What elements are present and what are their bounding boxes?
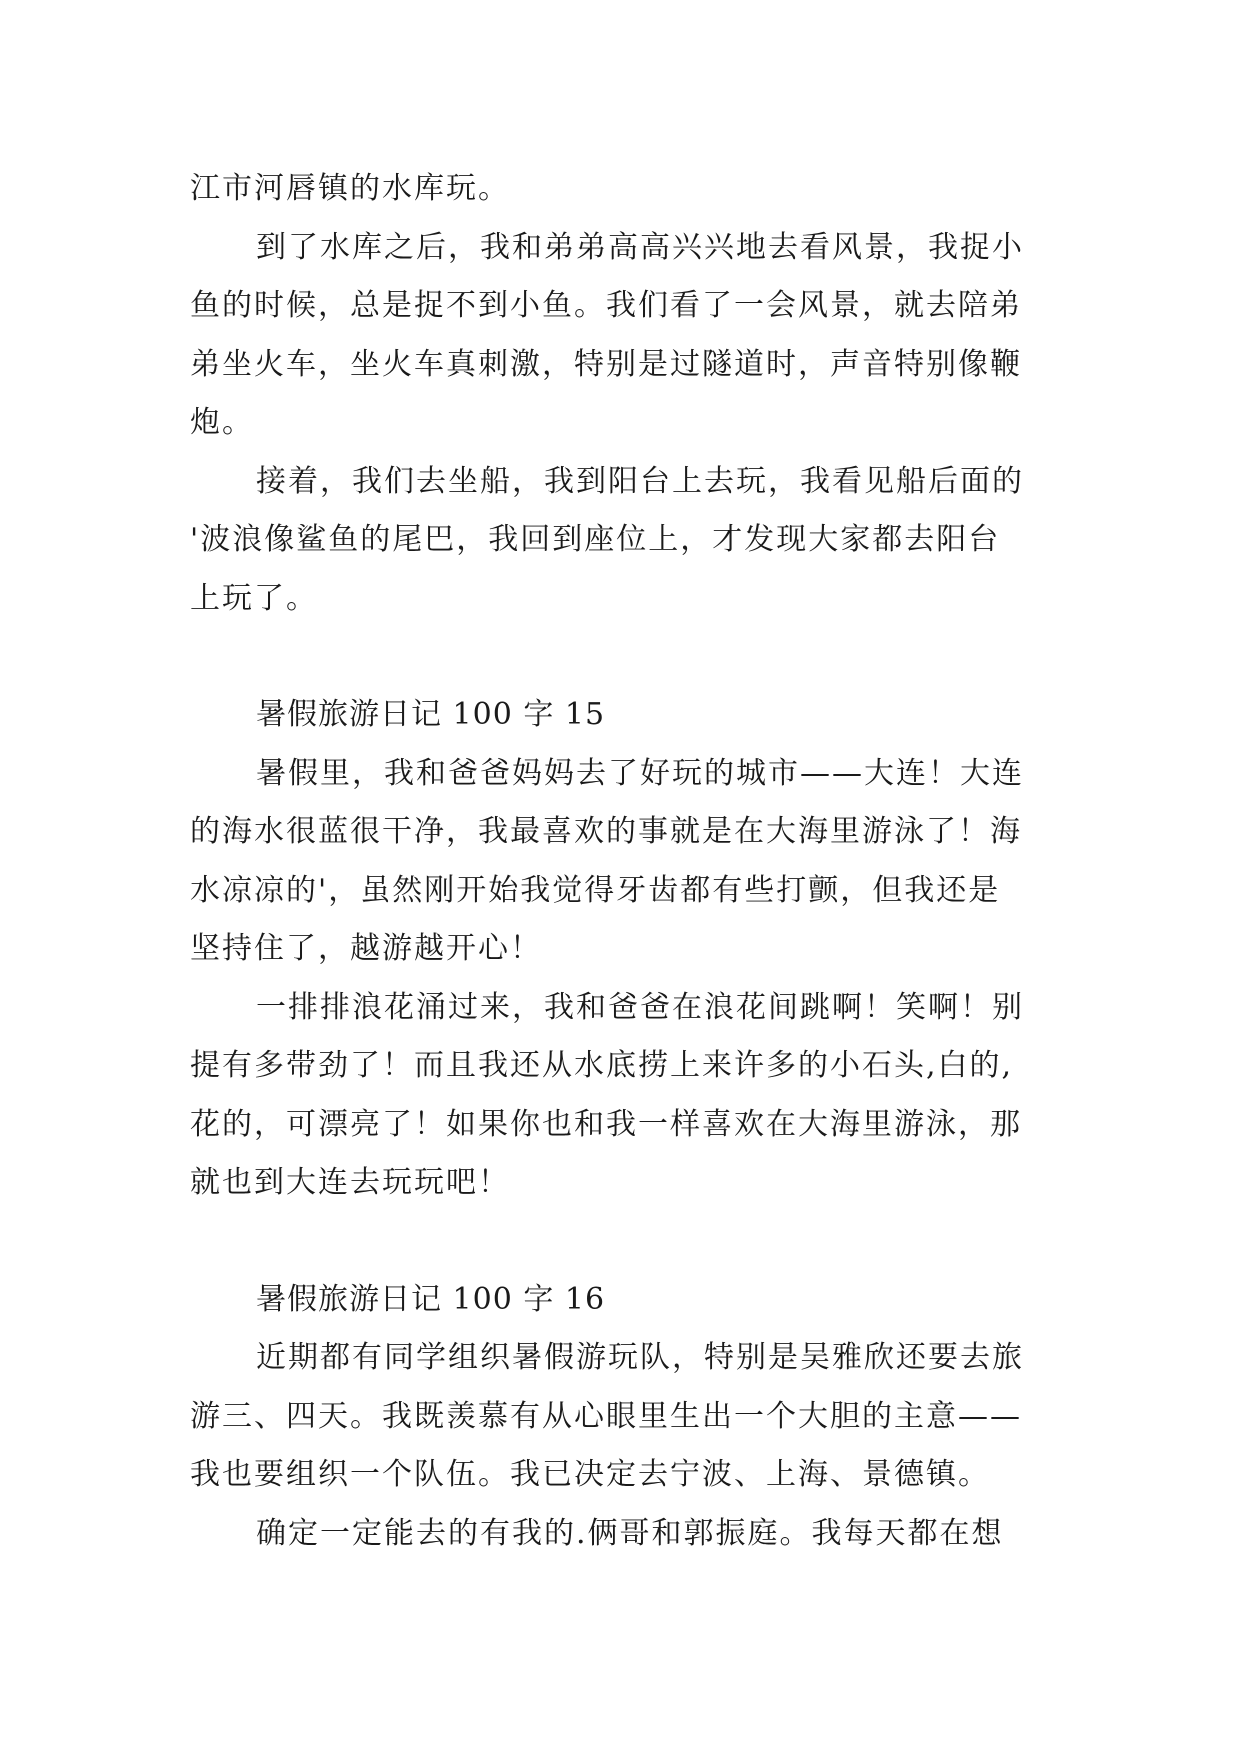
text-line: 弟坐火车，坐火车真刺激，特别是过隧道时，声音特别像鞭	[190, 346, 1022, 382]
text-line: 鱼的时候，总是捉不到小鱼。我们看了一会风景，就去陪弟	[190, 288, 1022, 323]
text-line: 花的，可漂亮了！如果你也和我一样喜欢在大海里游泳，那	[190, 1106, 1022, 1142]
paragraph	[190, 160, 1060, 219]
text-line: '波浪像鲨鱼的尾巴，我回到座位上，才发现大家都去阳台	[190, 522, 1001, 557]
text-line: 游三、四天。我既羡慕有从心眼里生出一个大胆的主意——	[190, 1398, 1022, 1434]
text-line: 水凉凉的'，虽然刚开始我觉得牙齿都有些打颤，但我还是	[190, 872, 1001, 908]
text-line: 我也要组织一个队伍。我已决定去宁波、上海、景德镇。	[190, 1457, 990, 1492]
paragraph	[190, 745, 1060, 979]
text-line: 接着，我们去坐船，我到阳台上去玩，我看见船后面的	[256, 463, 1024, 499]
text-line: 上玩了。	[190, 580, 318, 616]
paragraph	[190, 453, 1060, 629]
paragraph	[190, 1505, 1060, 1564]
section-heading: 暑假旅游日记 100 字 16	[256, 1281, 606, 1317]
section-diary-15	[190, 686, 1060, 1213]
paragraph	[190, 1329, 1060, 1505]
section-diary-16	[190, 1271, 1060, 1564]
text-line: 一排排浪花涌过来，我和爸爸在浪花间跳啊！笑啊！别	[256, 989, 1024, 1025]
text-line: 确定一定能去的有我的.俩哥和郭振庭。我每天都在想	[256, 1515, 1004, 1551]
text-line: 的海水很蓝很干净，我最喜欢的事就是在大海里游泳了！海	[190, 814, 1022, 849]
section-heading: 暑假旅游日记 100 字 15	[256, 697, 606, 732]
section-gap	[190, 628, 1060, 686]
section-gap	[190, 1213, 1060, 1271]
text-line: 炮。	[190, 405, 254, 440]
text-line: 江市河唇镇的水库玩。	[190, 171, 510, 206]
document-page	[190, 160, 1060, 1563]
text-line: 提有多带劲了！而且我还从水底捞上来许多的小石头,白的,	[190, 1048, 1014, 1083]
text-line: 暑假里，我和爸爸妈妈去了好玩的城市——大连！大连	[256, 755, 1024, 791]
paragraph	[190, 979, 1060, 1213]
section-continuation	[190, 160, 1060, 628]
text-line: 坚持住了，越游越开心！	[190, 931, 542, 966]
text-line: 到了水库之后，我和弟弟高高兴兴地去看风景，我捉小	[256, 229, 1024, 265]
paragraph	[190, 219, 1060, 453]
text-line: 近期都有同学组织暑假游玩队，特别是吴雅欣还要去旅	[256, 1340, 1024, 1375]
text-line: 就也到大连去玩玩吧！	[190, 1165, 510, 1200]
